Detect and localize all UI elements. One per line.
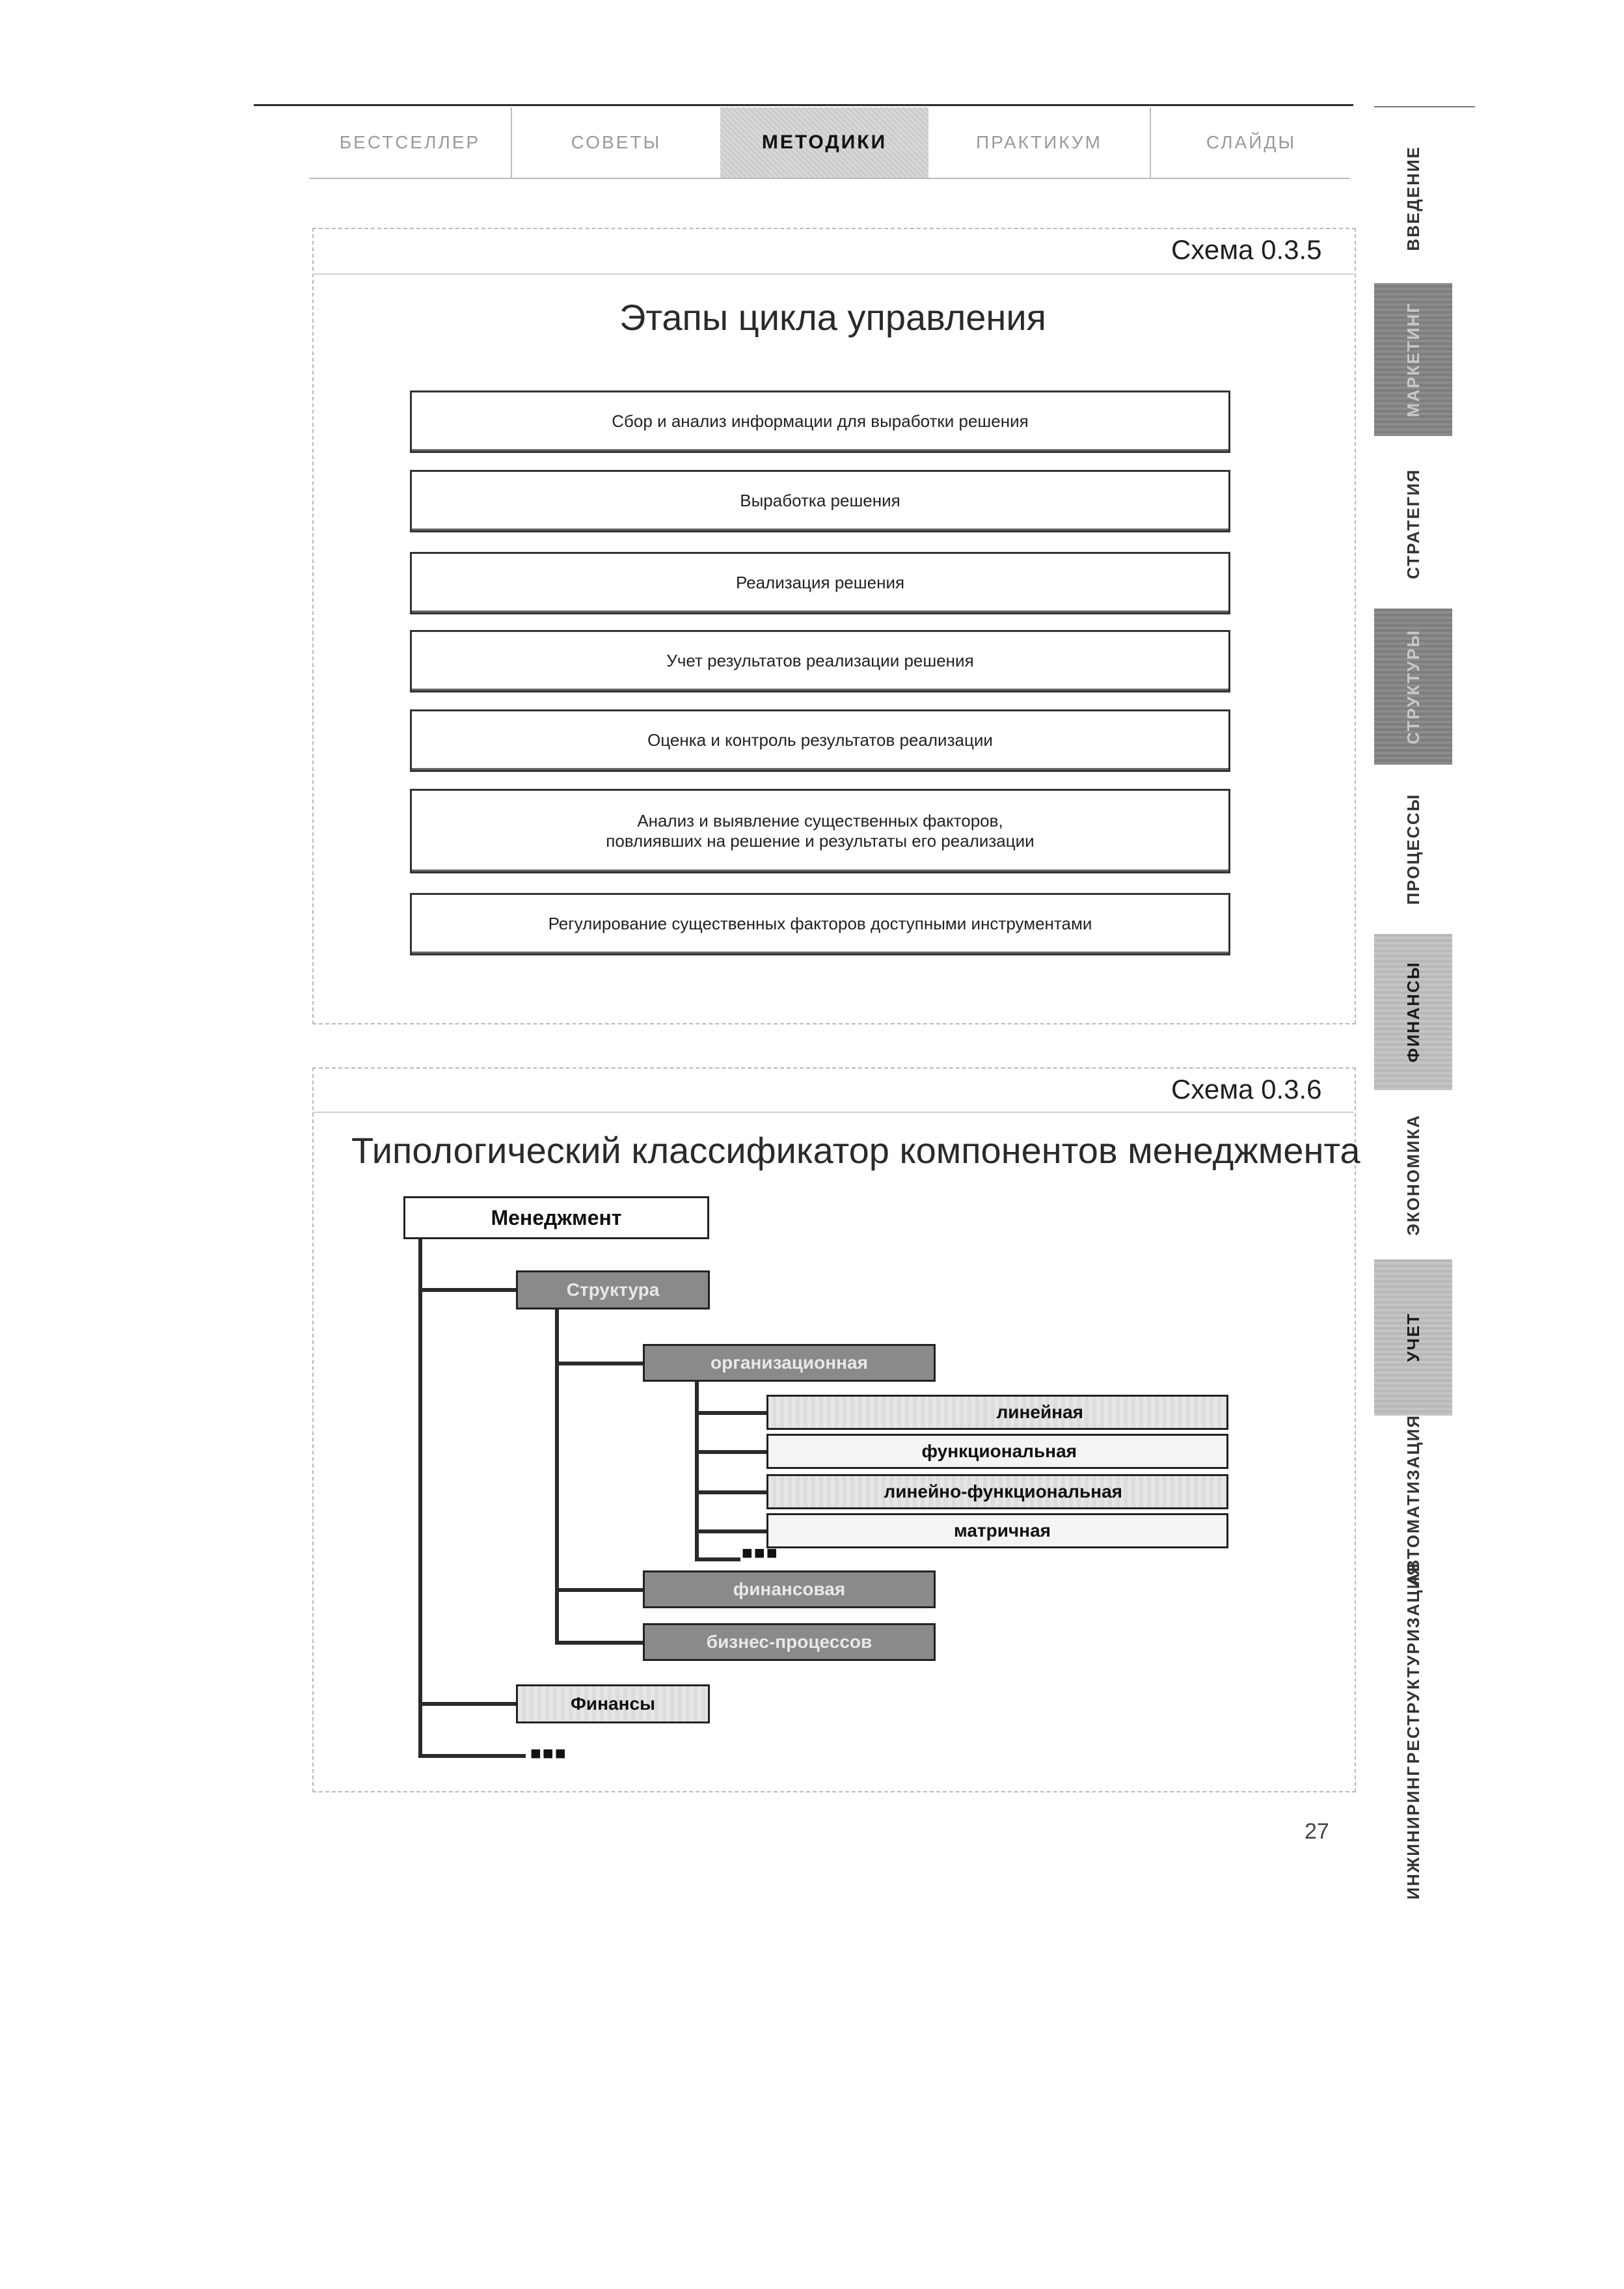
- side-tab-processes[interactable]: ПРОЦЕССЫ: [1403, 793, 1423, 905]
- cycle-stage: Сбор и анализ информации для выработки решения: [410, 391, 1230, 453]
- tree-node-level1: Структура: [516, 1270, 710, 1309]
- tree-line: [695, 1450, 766, 1454]
- cycle-stage: Анализ и выявление существенных факторов, повлиявших на решение и результаты его реализации: [410, 789, 1230, 873]
- side-tab-intro[interactable]: ВВЕДЕНИЕ: [1403, 146, 1423, 251]
- tree-node-level3: функциональная: [766, 1434, 1228, 1469]
- side-tab-engineering[interactable]: ИНЖИНИРИНГ: [1403, 1764, 1423, 1900]
- tab-methods[interactable]: МЕТОДИКИ: [720, 107, 928, 178]
- page-number: 27: [1305, 1819, 1329, 1844]
- tree-line: [418, 1702, 516, 1706]
- cycle-stage: Реализация решения: [410, 552, 1230, 614]
- scheme-title: Типологический классификатор компонентов менеджмента: [351, 1130, 1360, 1171]
- tree-line: [555, 1588, 643, 1592]
- tab-practicum[interactable]: ПРАКТИКУМ: [976, 132, 1102, 152]
- side-tab-restructuring[interactable]: РЕСТРУКТУРИЗАЦИЯ: [1403, 1562, 1423, 1764]
- cycle-stage: Выработка решения: [410, 470, 1230, 532]
- side-tab-marketing[interactable]: МАРКЕТИНГ: [1374, 283, 1452, 436]
- tree-node-level3: линейно-функциональная: [766, 1474, 1228, 1509]
- scheme-label: Схема 0.3.5: [1171, 234, 1322, 265]
- tree-node-level3: матричная: [766, 1513, 1228, 1548]
- tree-node-level2: финансовая: [643, 1570, 936, 1608]
- side-tab-strategy[interactable]: СТРАТЕГИЯ: [1403, 469, 1423, 579]
- side-tab-accounting[interactable]: УЧЕТ: [1374, 1259, 1452, 1416]
- side-tab-automation[interactable]: АВТОМАТИЗАЦИЯ: [1403, 1414, 1423, 1586]
- cycle-stage: Учет результатов реализации решения: [410, 630, 1230, 692]
- scheme-divider: [312, 273, 1353, 275]
- side-tabs: [1374, 98, 1452, 1926]
- scheme-label: Схема 0.3.6: [1171, 1074, 1322, 1104]
- tree-line: [695, 1490, 766, 1494]
- tab-slides[interactable]: СЛАЙДЫ: [1150, 107, 1351, 178]
- tree-line: [555, 1641, 643, 1645]
- tree-line: [695, 1411, 766, 1415]
- tree-line: [555, 1362, 643, 1365]
- cycle-stage: Оценка и контроль результатов реализации: [410, 709, 1230, 772]
- tree-ellipsis: ■■■: [742, 1542, 779, 1563]
- scheme-title: Этапы цикла управления: [619, 297, 1046, 338]
- side-tab-economics[interactable]: ЭКОНОМИКА: [1403, 1114, 1423, 1236]
- tree-ellipsis: ■■■: [530, 1743, 567, 1763]
- tree-node-level1: Финансы: [516, 1684, 710, 1723]
- tree-line: [418, 1239, 422, 1756]
- tab-bestseller[interactable]: БЕСТСЕЛЛЕР: [339, 132, 481, 152]
- tree-line: [695, 1529, 766, 1533]
- tree-node-level2: организационная: [643, 1344, 936, 1382]
- cycle-stage: Регулирование существенных факторов доступными инструментами: [410, 893, 1230, 955]
- scheme-divider: [312, 1112, 1353, 1113]
- scheme-panel-classifier: [312, 1067, 1356, 1792]
- side-tab-structures[interactable]: СТРУКТУРЫ: [1374, 609, 1452, 765]
- tree-node-level2: бизнес-процессов: [643, 1623, 936, 1661]
- tree-line: [418, 1288, 516, 1292]
- top-rule: [254, 104, 1353, 106]
- section-tabs: [309, 107, 1350, 179]
- tree-node-level3: линейная: [766, 1395, 1228, 1430]
- side-tab-finance[interactable]: ФИНАНСЫ: [1374, 934, 1452, 1090]
- tree-node-root: Менеджмент: [403, 1196, 709, 1239]
- tree-line: [555, 1308, 559, 1645]
- tree-line: [418, 1754, 526, 1758]
- tree-line: [695, 1557, 740, 1561]
- tab-advice[interactable]: СОВЕТЫ: [511, 107, 720, 178]
